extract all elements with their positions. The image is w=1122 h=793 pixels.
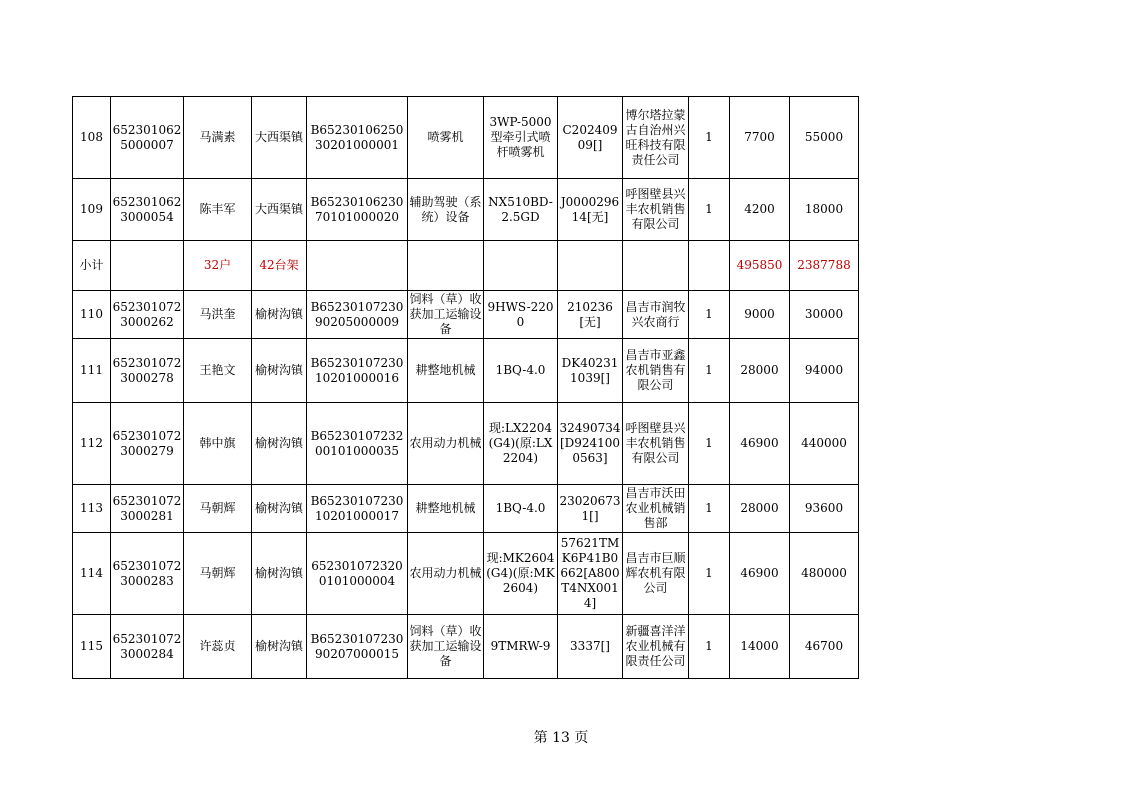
cell-model: 现:MK2604(G4)(原:MK2604) xyxy=(484,533,558,615)
cell-model: 1BQ-4.0 xyxy=(484,339,558,403)
cell-town: 大西渠镇 xyxy=(252,179,307,241)
cell-name: 马洪奎 xyxy=(184,291,252,339)
table-row xyxy=(73,615,859,679)
cell-subsidy: 9000 xyxy=(730,291,790,339)
subtotal-subsidy: 495850 xyxy=(730,241,790,291)
cell-serial: J000029614[无] xyxy=(558,179,623,241)
cell-type: 耕整地机械 xyxy=(408,339,484,403)
page-number: 第 13 页 xyxy=(533,730,589,746)
cell-price: 46700 xyxy=(790,615,859,679)
cell-name: 韩中旗 xyxy=(184,403,252,485)
cell-dealer: 昌吉市亚鑫农机销售有限公司 xyxy=(623,339,689,403)
cell-qty: 1 xyxy=(689,291,730,339)
table-row xyxy=(73,485,859,533)
cell-type: 喷雾机 xyxy=(408,97,484,179)
cell-price: 480000 xyxy=(790,533,859,615)
cell-cert: B6523010723090205000009 xyxy=(307,291,408,339)
table-row xyxy=(73,403,859,485)
cell-town: 榆树沟镇 xyxy=(252,533,307,615)
cell-dealer: 昌吉市润牧兴农商行 xyxy=(623,291,689,339)
cell-type: 农用动力机械 xyxy=(408,533,484,615)
cell-qty: 1 xyxy=(689,179,730,241)
subtotal-label: 小计 xyxy=(73,241,111,291)
cell-town: 榆树沟镇 xyxy=(252,403,307,485)
cell-type: 辅助驾驶（系统）设备 xyxy=(408,179,484,241)
cell-code: 6523010723000262 xyxy=(111,291,184,339)
cell-qty: 1 xyxy=(689,615,730,679)
cell-no: 111 xyxy=(73,339,111,403)
cell-model: NX510BD-2.5GD xyxy=(484,179,558,241)
table-row xyxy=(73,291,859,339)
cell-qty: 1 xyxy=(689,403,730,485)
cell-code: 6523010723000281 xyxy=(111,485,184,533)
cell-no: 110 xyxy=(73,291,111,339)
cell-dealer: 呼图壁县兴丰农机销售有限公司 xyxy=(623,403,689,485)
cell-no: 108 xyxy=(73,97,111,179)
cell-type: 耕整地机械 xyxy=(408,485,484,533)
cell-town: 榆树沟镇 xyxy=(252,291,307,339)
cell-model: 3WP-5000型牵引式喷杆喷雾机 xyxy=(484,97,558,179)
cell-type: 饲料（草）收获加工运输设备 xyxy=(408,291,484,339)
cell-dealer: 昌吉市沃田农业机械销售部 xyxy=(623,485,689,533)
cell-model: 1BQ-4.0 xyxy=(484,485,558,533)
cell-qty: 1 xyxy=(689,533,730,615)
cell-code: 6523010723000283 xyxy=(111,533,184,615)
cell-dealer: 博尔塔拉蒙古自治州兴旺科技有限责任公司 xyxy=(623,97,689,179)
cell-serial: 230206731[] xyxy=(558,485,623,533)
subtotal-row xyxy=(73,241,859,291)
cell-subsidy: 4200 xyxy=(730,179,790,241)
cell-name: 马满素 xyxy=(184,97,252,179)
table-row xyxy=(73,339,859,403)
cell-price: 94000 xyxy=(790,339,859,403)
cell-cert: 6523010723200101000004 xyxy=(307,533,408,615)
cell-cert: B6523010723090207000015 xyxy=(307,615,408,679)
cell-serial: 3337[] xyxy=(558,615,623,679)
cell-name: 马朝辉 xyxy=(184,533,252,615)
cell-subsidy: 46900 xyxy=(730,403,790,485)
table-row xyxy=(73,533,859,615)
cell-dealer: 呼图壁县兴丰农机销售有限公司 xyxy=(623,179,689,241)
cell-subsidy: 28000 xyxy=(730,485,790,533)
cell-subsidy: 46900 xyxy=(730,533,790,615)
cell-town: 榆树沟镇 xyxy=(252,339,307,403)
cell-dealer: 昌吉市巨顺辉农机有限公司 xyxy=(623,533,689,615)
cell-no: 114 xyxy=(73,533,111,615)
cell-price: 440000 xyxy=(790,403,859,485)
subsidy-table xyxy=(72,96,859,679)
cell-cert: B6523010723010201000016 xyxy=(307,339,408,403)
cell-type: 饲料（草）收获加工运输设备 xyxy=(408,615,484,679)
cell-serial: 57621TMK6P41B0662[A800T4NX0014] xyxy=(558,533,623,615)
cell-code: 6523010723000284 xyxy=(111,615,184,679)
cell-model: 9TMRW-9 xyxy=(484,615,558,679)
subtotal-price: 2387788 xyxy=(790,241,859,291)
subtotal-households: 32户 xyxy=(184,241,252,291)
cell-price: 30000 xyxy=(790,291,859,339)
cell-serial: C20240909[] xyxy=(558,97,623,179)
cell-cert: B6523010625030201000001 xyxy=(307,97,408,179)
cell-code: 6523010623000054 xyxy=(111,179,184,241)
cell-no: 112 xyxy=(73,403,111,485)
cell-serial: 210236[无] xyxy=(558,291,623,339)
cell-price: 93600 xyxy=(790,485,859,533)
table-row xyxy=(73,97,859,179)
cell-subsidy: 28000 xyxy=(730,339,790,403)
cell-qty: 1 xyxy=(689,485,730,533)
cell-name: 许蕊贞 xyxy=(184,615,252,679)
table-row xyxy=(73,179,859,241)
cell-name: 王艳文 xyxy=(184,339,252,403)
cell-serial: DK402311039[] xyxy=(558,339,623,403)
cell-name: 陈丰军 xyxy=(184,179,252,241)
cell-model: 9HWS-2200 xyxy=(484,291,558,339)
cell-qty: 1 xyxy=(689,339,730,403)
subtotal-machines: 42台架 xyxy=(252,241,307,291)
cell-cert: B6523010623070101000020 xyxy=(307,179,408,241)
cell-no: 113 xyxy=(73,485,111,533)
cell-town: 榆树沟镇 xyxy=(252,615,307,679)
cell-cert: B6523010723010201000017 xyxy=(307,485,408,533)
cell-type: 农用动力机械 xyxy=(408,403,484,485)
cell-subsidy: 14000 xyxy=(730,615,790,679)
cell-no: 109 xyxy=(73,179,111,241)
cell-no: 115 xyxy=(73,615,111,679)
cell-town: 榆树沟镇 xyxy=(252,485,307,533)
cell-code: 6523010625000007 xyxy=(111,97,184,179)
cell-price: 18000 xyxy=(790,179,859,241)
cell-serial: 32490734[D9241000563] xyxy=(558,403,623,485)
cell-qty: 1 xyxy=(689,97,730,179)
cell-cert: B6523010723200101000035 xyxy=(307,403,408,485)
cell-name: 马朝辉 xyxy=(184,485,252,533)
cell-code: 6523010723000278 xyxy=(111,339,184,403)
cell-dealer: 新疆喜洋洋农业机械有限责任公司 xyxy=(623,615,689,679)
cell-price: 55000 xyxy=(790,97,859,179)
cell-code: 6523010723000279 xyxy=(111,403,184,485)
cell-subsidy: 7700 xyxy=(730,97,790,179)
cell-model: 现:LX2204(G4)(原:LX2204) xyxy=(484,403,558,485)
cell-town: 大西渠镇 xyxy=(252,97,307,179)
